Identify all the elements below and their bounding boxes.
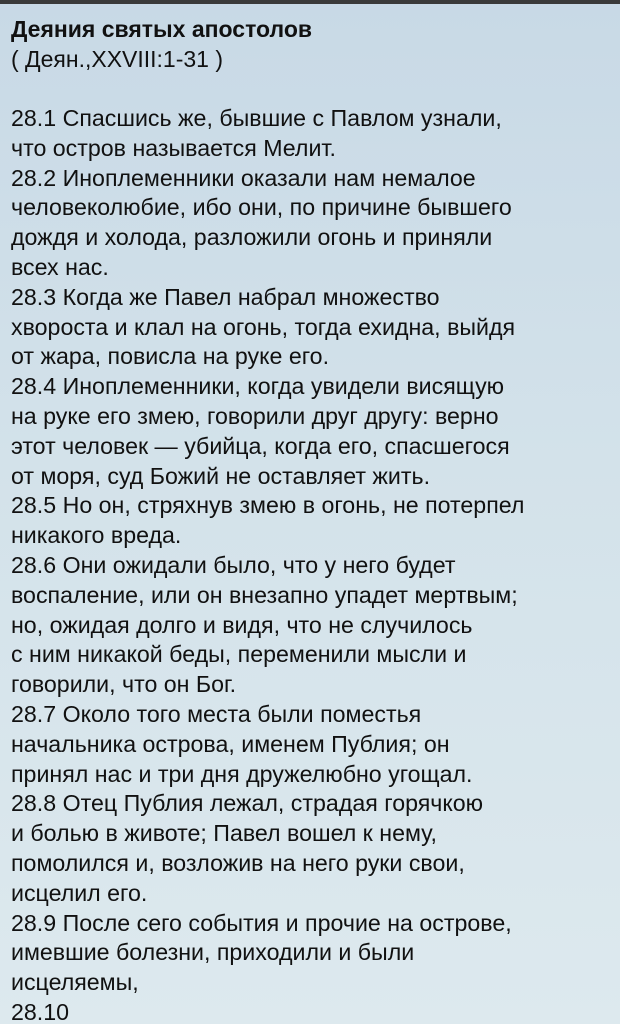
chapter-reference: ( Деян.,XXVIII:1-31 ) <box>11 46 224 72</box>
verse-7[interactable]: 28.7 Около того места были поместья начальника острова, именем Публия; он принял нас и три дня дружелюбно угощал. <box>11 700 473 787</box>
scripture-reader[interactable] <box>11 14 611 1024</box>
verse-5[interactable]: 28.5 Но он, стряхнув змею в огонь, не потерпел никакого вреда. <box>11 492 525 549</box>
verse-8[interactable]: 28.8 Отец Публия лежал, страдая горячкою и болью в животе; Павел вошел к нему, помолился и, возложив на него руки свои, исцелил его. <box>11 790 484 906</box>
verse-10[interactable]: 28.10 <box>11 998 70 1024</box>
verse-9[interactable]: 28.9 После сего события и прочие на острове, имевшие болезни, приходили и были исцеляемы, <box>11 909 512 996</box>
verse-2[interactable]: 28.2 Иноплеменники оказали нам немалое человеколюбие, ибо они, по причине бывшего дождя и холода, разложили огонь и приняли всех нас. <box>11 164 512 280</box>
book-title: Деяния святых апостолов <box>11 16 313 42</box>
heading-spacer <box>11 74 611 104</box>
verse-6[interactable]: 28.6 Они ожидали было, что у него будет воспаление, или он внезапно упадет мертвым; но, ожидая долго и видя, что не случилось с ним никакой беды, переменили мысли и говорили, что он Бог. <box>11 551 518 698</box>
verse-3[interactable]: 28.3 Когда же Павел набрал множество хвороста и клал на огонь, тогда ехидна, выйдя от жара, повисла на руке его. <box>11 283 516 370</box>
status-bar-edge <box>0 0 620 4</box>
verse-list <box>11 104 611 1024</box>
verse-4[interactable]: 28.4 Иноплеменники, когда увидели висящую на руке его змею, говорили друг другу: верно этот человек — убийца, когда его, спасшегося от моря, суд Божий не оставляет жить. <box>11 373 510 489</box>
verse-1[interactable]: 28.1 Спасшись же, бывшие с Павлом узнали, что остров называется Мелит. <box>11 105 502 161</box>
